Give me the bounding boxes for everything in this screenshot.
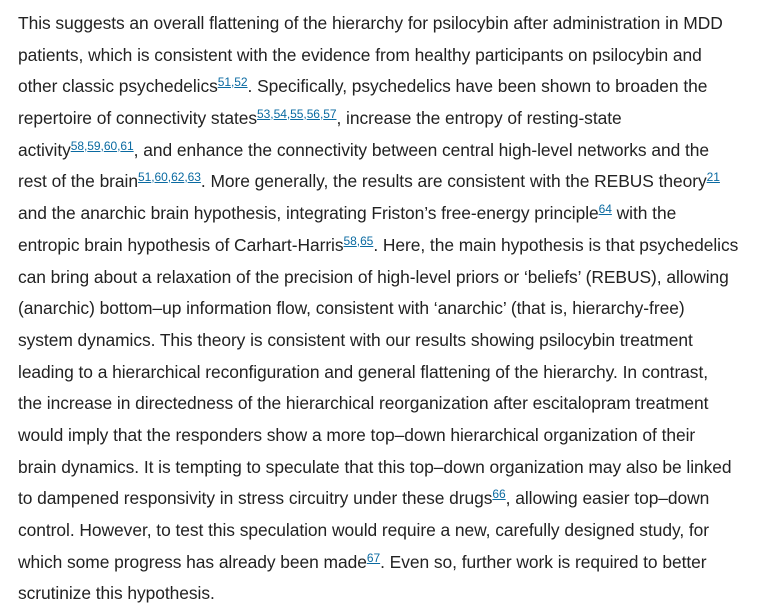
body-text: can bring about a relaxation of the precision of high-level priors or ‘beliefs’ (REBUS), allowing bbox=[18, 266, 729, 287]
citation-link[interactable]: 57 bbox=[323, 107, 337, 122]
body-text: repertoire of connectivity states bbox=[18, 108, 258, 129]
citation-group bbox=[71, 139, 134, 153]
citation-link[interactable]: 55 bbox=[290, 107, 304, 122]
citation-group bbox=[492, 487, 505, 501]
citation-link[interactable]: 54 bbox=[273, 107, 287, 122]
body-text: , and enhance the connectivity between central high-level networks and the bbox=[133, 139, 710, 160]
body-text: scrutinize this hypothesis. bbox=[18, 583, 215, 604]
body-text: control. However, to test this speculation would require a new, carefully designed study, for bbox=[18, 520, 710, 540]
citation-separator: , bbox=[100, 138, 104, 153]
citation-link[interactable]: 64 bbox=[598, 202, 612, 217]
citation-separator: , bbox=[151, 170, 155, 185]
body-text: rest of the brain bbox=[18, 171, 138, 192]
text-line bbox=[18, 388, 775, 420]
citation-separator: , bbox=[356, 233, 361, 248]
text-line bbox=[18, 547, 775, 579]
citation-link[interactable]: 66 bbox=[492, 487, 506, 502]
body-text: activity bbox=[18, 139, 71, 160]
body-text: , allowing easier top–down bbox=[505, 488, 710, 509]
citation-group bbox=[138, 170, 201, 184]
citation-separator: , bbox=[184, 170, 188, 185]
text-line bbox=[18, 103, 775, 135]
citation-group bbox=[367, 551, 380, 565]
body-text: brain dynamics. It is tempting to speculate that this top–down organization may also be linked bbox=[18, 456, 732, 477]
citation-link[interactable]: 52 bbox=[234, 75, 248, 90]
citation-group bbox=[707, 170, 720, 184]
body-text: patients, which is consistent with the evidence from healthy participants on psilocybin and bbox=[18, 44, 702, 65]
body-text: entropic brain hypothesis of Carhart-Harris bbox=[18, 234, 344, 255]
text-line bbox=[18, 357, 775, 389]
body-text: and the anarchic brain hypothesis, integrating Friston’s free-energy principle bbox=[18, 203, 599, 224]
text-line bbox=[18, 578, 775, 610]
citation-link[interactable]: 53 bbox=[257, 107, 271, 122]
citation-group bbox=[218, 75, 248, 89]
citation-link[interactable]: 51 bbox=[217, 75, 231, 90]
body-text: . Specifically, psychedelics have been shown to broaden the bbox=[247, 76, 708, 97]
body-text: other classic psychedelics bbox=[18, 76, 218, 97]
citation-separator: , bbox=[231, 75, 235, 90]
body-text: leading to a hierarchical reconfiguration and general flattening of the hierarchy. In contrast, bbox=[18, 361, 709, 382]
citation-link[interactable]: 56 bbox=[306, 107, 320, 122]
body-text: This suggests an overall flattening of the hierarchy for psilocybin after administration in MDD bbox=[18, 13, 723, 33]
citation-separator: , bbox=[84, 138, 88, 153]
body-text: system dynamics. This theory is consistent with our results showing psilocybin treatment bbox=[18, 329, 693, 350]
body-text: . Here, the main hypothesis is that psychedelics bbox=[373, 234, 739, 255]
citation-link[interactable]: 60 bbox=[103, 138, 118, 153]
citation-link[interactable]: 59 bbox=[87, 138, 101, 153]
citation-link[interactable]: 67 bbox=[366, 550, 381, 565]
text-line bbox=[18, 198, 775, 230]
citation-link[interactable]: 58 bbox=[70, 138, 84, 153]
text-line bbox=[18, 166, 775, 198]
body-text: (anarchic) bottom–up information flow, consistent with ‘anarchic’ (that is, hierarchy-free) bbox=[18, 298, 685, 319]
citation-separator: , bbox=[319, 107, 324, 122]
citation-link[interactable]: 58 bbox=[343, 233, 357, 248]
citation-group bbox=[344, 234, 374, 248]
text-line bbox=[18, 325, 775, 357]
text-line bbox=[18, 135, 775, 167]
citation-separator: , bbox=[167, 170, 172, 185]
body-text: , increase the entropy of resting-state bbox=[336, 108, 622, 129]
body-text: to dampened responsivity in stress circuitry under these drugs bbox=[18, 488, 493, 509]
citation-link[interactable]: 21 bbox=[706, 170, 720, 185]
body-text: which some progress has already been made bbox=[18, 551, 367, 572]
body-text: . Even so, further work is required to better bbox=[380, 551, 707, 572]
text-line bbox=[18, 483, 775, 515]
text-line bbox=[18, 420, 775, 452]
citation-separator: , bbox=[270, 107, 274, 122]
text-line bbox=[18, 8, 775, 40]
body-text: with the bbox=[611, 203, 677, 224]
text-line bbox=[18, 40, 775, 72]
text-line bbox=[18, 515, 775, 547]
citation-separator: , bbox=[286, 107, 291, 122]
citation-link[interactable]: 62 bbox=[171, 170, 185, 185]
citation-link[interactable]: 51 bbox=[138, 170, 152, 185]
text-line bbox=[18, 293, 775, 325]
text-line bbox=[18, 262, 775, 294]
body-text: . More generally, the results are consistent with the REBUS theory bbox=[200, 171, 707, 192]
citation-group bbox=[599, 202, 612, 216]
citation-link[interactable]: 60 bbox=[154, 170, 168, 185]
citation-separator: , bbox=[117, 138, 121, 153]
citation-link[interactable]: 61 bbox=[120, 138, 134, 153]
citation-separator: , bbox=[303, 107, 307, 122]
body-text: would imply that the responders show a more top–down hierarchical organization of their bbox=[18, 424, 696, 445]
body-text: the increase in directedness of the hierarchical reorganization after escitalopram treatment bbox=[18, 393, 709, 414]
citation-link[interactable]: 63 bbox=[187, 170, 201, 185]
citation-group bbox=[257, 107, 336, 121]
text-line bbox=[18, 230, 775, 262]
text-line bbox=[18, 71, 775, 103]
text-line bbox=[18, 452, 775, 484]
citation-link[interactable]: 65 bbox=[360, 233, 374, 248]
